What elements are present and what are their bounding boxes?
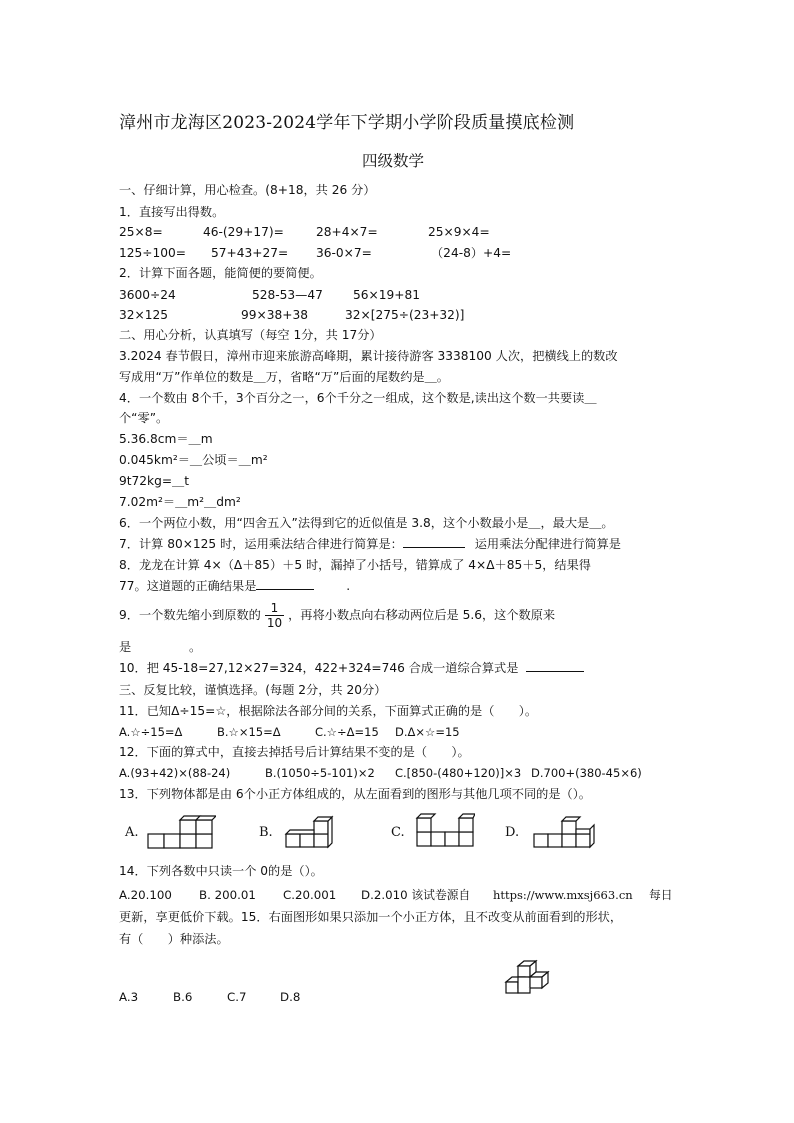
question-4-line-2: 个“零”。 xyxy=(119,411,169,425)
question-11: 11．已知Δ÷15=☆，根据除法各部分间的关系，下面算式正确的是（ ）。 xyxy=(119,704,538,718)
fraction-denominator: 10 xyxy=(266,616,283,630)
question-13: 13．下列物体都是由 6个小正方体组成的，从左面看到的图形与其他几项不同的是（）。 xyxy=(119,787,591,801)
fraction-one-tenth xyxy=(265,601,284,630)
question-5-b: 0.045km²＝＿公顷＝＿m² xyxy=(119,453,268,467)
question-8-part-1: 77。这道题的正确结果是 xyxy=(119,579,257,593)
option-a[interactable]: A.☆÷15=Δ xyxy=(119,725,183,739)
question-7 xyxy=(119,535,621,553)
calc-item: 28+4×7= xyxy=(316,225,378,239)
option-b[interactable]: B.(1050÷5-101)×2 xyxy=(265,766,375,780)
exam-subtitle: 四级数学 xyxy=(362,152,425,170)
question-8-line-2 xyxy=(119,577,350,595)
option-d[interactable]: D.8 xyxy=(280,990,301,1004)
question-10 xyxy=(119,659,584,677)
calc-item: 528-53—47 xyxy=(252,288,323,302)
figure-label-c: C. xyxy=(391,825,405,840)
option-b[interactable]: B.☆×15=Δ xyxy=(217,725,281,739)
question-1: 1．直接写出得数。 xyxy=(119,205,225,219)
watermark-tail: 每日 xyxy=(649,888,673,902)
section-2-heading: 二、用心分析，认真填写（每空 1分，共 17分） xyxy=(119,328,382,342)
cube-stack-icon xyxy=(417,814,475,846)
section-3-heading: 三、反复比较，谨慎选择。(每题 2分，共 20分） xyxy=(119,683,387,697)
option-c[interactable]: C.20.001 xyxy=(283,888,337,902)
calc-item: 25×8= xyxy=(119,225,163,239)
calc-item: 3600÷24 xyxy=(119,288,176,302)
question-5-d: 7.02m²＝＿m²＿dm² xyxy=(119,495,241,509)
option-a[interactable]: A.3 xyxy=(119,990,139,1004)
question-8-line-1: 8．龙龙在计算 4×（Δ＋85）＋5 时，漏掉了小括号，错算成了 4×Δ＋85＋5，结果得 xyxy=(119,558,591,572)
question-9-part-1: 9．一个数先缩小到原数的 xyxy=(119,608,261,622)
option-a[interactable]: A.(93+42)×(88-24) xyxy=(119,766,231,780)
option-a[interactable]: A.20.100 xyxy=(119,888,172,902)
calc-item: 99×38+38 xyxy=(241,308,308,322)
question-7-part-2: 运用乘法分配律进行简算是 xyxy=(474,537,621,551)
cube-figure-b[interactable] xyxy=(284,812,336,850)
cube-stack-icon xyxy=(286,817,332,847)
cube-figure-q15 xyxy=(502,958,554,998)
question-15-line-2: 有（ ）种添法。 xyxy=(119,932,229,946)
question-6: 6．一个两位小数，用“四舍五入”法得到它的近似值是 3.8，这个小数最小是＿，最大是＿。 xyxy=(119,516,614,530)
question-3-line-2: 写成用“万”作单位的数是＿万，省略“万”后面的尾数约是＿。 xyxy=(119,370,449,384)
figure-label-a: A. xyxy=(125,825,139,840)
source-url-link[interactable]: https://www.mxsj663.cn xyxy=(493,888,633,902)
answer-blank[interactable] xyxy=(256,589,314,590)
option-b[interactable]: B.6 xyxy=(173,990,193,1004)
question-5: 5.36.8cm＝＿m xyxy=(119,432,213,446)
figure-label-d: D. xyxy=(505,825,520,840)
figure-label-b: B. xyxy=(259,825,273,840)
question-10-text: 10．把 45-18=27,12×27=324，422+324=746 合成一道综合算式是 xyxy=(119,661,519,675)
option-d[interactable]: D.2.010 该试卷源自 xyxy=(361,888,471,902)
option-c[interactable]: C.7 xyxy=(227,990,247,1004)
question-12: 12．下面的算式中，直接去掉括号后计算结果不变的是（ ）。 xyxy=(119,745,470,759)
exam-title: 漳州市龙海区2023-2024学年下学期小学阶段质量摸底检测 xyxy=(119,113,575,133)
calc-item: 32×125 xyxy=(119,308,168,322)
fraction-numerator: 1 xyxy=(265,601,284,616)
question-9-part-3: 是 xyxy=(119,640,132,654)
calc-item: 125÷100= xyxy=(119,246,186,260)
question-8-dot: . xyxy=(346,579,351,593)
answer-blank[interactable] xyxy=(403,547,465,548)
question-9-part-2: ，再将小数点向右移动两位后是 5.6，这个数原来 xyxy=(288,608,556,622)
cube-stack-icon xyxy=(534,817,594,847)
question-7-part-1: 7．计算 80×125 时，运用乘法结合律进行简算是： xyxy=(119,537,403,551)
question-9-part-4: 。 xyxy=(188,640,202,654)
calc-item: 46-(29+17)= xyxy=(203,225,284,239)
section-1-heading: 一、仔细计算，用心检查。(8+18，共 26 分） xyxy=(119,183,376,197)
question-3-line-1: 3.2024 春节假日，漳州市迎来旅游高峰期，累计接待游客 3338100 人次，把横线上的数改 xyxy=(119,349,618,363)
question-2: 2．计算下面各题，能简便的要简便。 xyxy=(119,266,322,280)
cube-stack-icon xyxy=(506,961,548,993)
question-4-line-1: 4．一个数由 8个千，3个百分之一，6个千分之一组成，这个数是,读出这个数一共要读＿ xyxy=(119,391,597,405)
calc-item: 32×[275÷(23+32)] xyxy=(345,308,465,322)
calc-item: 36-0×7= xyxy=(316,246,372,260)
question-14: 14．下列各数中只读一个 0的是（）。 xyxy=(119,864,323,878)
option-c[interactable]: C.☆÷Δ=15 xyxy=(315,725,379,739)
cube-figure-d[interactable] xyxy=(532,812,600,850)
calc-item: 25×9×4= xyxy=(428,225,490,239)
option-d[interactable]: D.700+(380-45×6) xyxy=(531,766,642,780)
question-5-c: 9t72kg=＿t xyxy=(119,474,190,488)
option-d[interactable]: D.Δ×☆=15 xyxy=(395,725,460,739)
calc-item: （24-8）+4= xyxy=(431,246,512,260)
option-c[interactable]: C.[850-(480+120)]×3 xyxy=(395,766,522,780)
question-15-line-1: 更新，享更低价下载。15．右面图形如果只添加一个小正方体，且不改变从前面看到的形状， xyxy=(119,910,623,924)
option-b[interactable]: B. 200.01 xyxy=(199,888,256,902)
question-9-line-1 xyxy=(119,600,555,630)
question-9-line-2 xyxy=(119,638,201,656)
calc-item: 57+43+27= xyxy=(211,246,289,260)
cube-stack-icon xyxy=(148,816,216,848)
calc-item: 56×19+81 xyxy=(353,288,420,302)
cube-figure-a[interactable] xyxy=(146,812,216,850)
cube-figure-c[interactable] xyxy=(415,810,475,850)
answer-blank[interactable] xyxy=(526,671,584,672)
